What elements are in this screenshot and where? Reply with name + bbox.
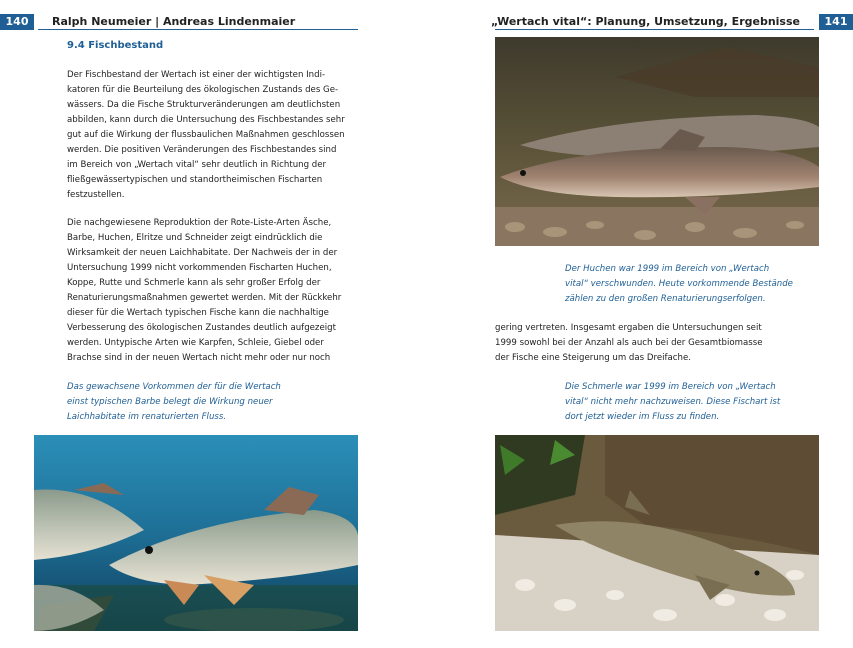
text-line: werden. Die positiven Veränderungen des Fischbestandes sind — [67, 145, 337, 155]
text-line: gut auf die Wirkung der flussbaulichen Maßnahmen geschlossen — [67, 130, 345, 140]
text-line: werden. Untypische Arten wie Karpfen, Schleie, Giebel oder — [67, 338, 324, 348]
caption-line: Der Huchen war 1999 im Bereich von „Wertach — [565, 264, 770, 274]
caption-line: vital“ nicht mehr nachzuweisen. Diese Fischart ist — [565, 397, 781, 407]
barbel-photo — [34, 435, 358, 631]
text-line: Wirksamkeit der neuen Laichhabitate. Der Nachweis der in der — [67, 248, 338, 258]
text-line: Brachse sind in der neuen Wertach nicht mehr oder nur noch — [67, 353, 331, 363]
page-number-right: 141 — [819, 14, 853, 30]
continuation-paragraph — [495, 321, 815, 366]
text-line: Koppe, Rutte und Schmerle kann als sehr großer Erfolg der — [67, 278, 321, 288]
text-line: abbilden, kann durch die Untersuchung des Fischbestandes sehr — [67, 115, 345, 125]
caption-line: einst typischen Barbe belegt die Wirkung neuer — [67, 397, 273, 407]
text-line: Barbe, Huchen, Elritze und Schneider zeigt eindrücklich die — [67, 233, 323, 243]
header-rule-right — [495, 29, 814, 30]
caption-line: Laichhabitate im renaturierten Fluss. — [67, 412, 227, 422]
caption-line: Die Schmerle war 1999 im Bereich von „Wertach — [565, 382, 776, 392]
text-line: Untersuchung 1999 nicht vorkommenden Fischarten Huchen, — [67, 263, 332, 273]
section-title: 9.4 Fischbestand — [67, 40, 164, 51]
text-line: Der Fischbestand der Wertach ist einer der wichtigsten Indi- — [67, 70, 326, 80]
text-line: der Fische eine Steigerung um das Dreifache. — [495, 353, 691, 363]
caption-schmerle — [565, 380, 815, 425]
text-line: dieser für die Wertach typischen Fische kann die nachhaltige — [67, 308, 329, 318]
caption-line: Das gewachsene Vorkommen der für die Wertach — [67, 382, 281, 392]
text-line: 1999 sowohl bei der Anzahl als auch bei der Gesamtbiomasse — [495, 338, 763, 348]
text-line: katoren für die Beurteilung des ökologischen Zustands des Ge- — [67, 85, 339, 95]
text-line: Die nachgewiesene Reproduktion der Rote-Liste-Arten Äsche, — [67, 218, 332, 228]
page-number-left: 140 — [0, 14, 34, 30]
text-line: fließgewässertypischen und standortheimischen Fischarten — [67, 175, 323, 185]
text-line: festzustellen. — [67, 190, 125, 200]
text-line: gering vertreten. Insgesamt ergaben die Untersuchungen seit — [495, 323, 762, 333]
text-line: im Bereich von „Wertach vital“ sehr deutlich in Richtung der — [67, 160, 327, 170]
paragraph-1 — [67, 68, 367, 203]
text-line: wässers. Da die Fische Strukturveränderungen am deutlichsten — [67, 100, 341, 110]
huchen-photo — [495, 37, 819, 246]
running-head-right: „Wertach vital“: Planung, Umsetzung, Ergebnisse — [491, 15, 800, 28]
caption-line: vital“ verschwunden. Heute vorkommende Bestände — [565, 279, 793, 289]
text-line: Verbesserung des ökologischen Zustandes deutlich aufgezeigt — [67, 323, 336, 333]
caption-huchen — [565, 262, 815, 307]
running-head-left: Ralph Neumeier | Andreas Lindenmaier — [52, 15, 296, 28]
caption-line: zählen zu den großen Renaturierungserfolgen. — [565, 294, 766, 304]
stone-loach-photo — [495, 435, 819, 631]
text-line: Renaturierungsmaßnahmen gewertet werden. Mit der Rückkehr — [67, 293, 342, 303]
paragraph-2 — [67, 216, 367, 366]
caption-line: dort jetzt wieder im Fluss zu finden. — [565, 412, 720, 422]
header-rule-left — [38, 29, 358, 30]
caption-barbe — [67, 380, 357, 425]
